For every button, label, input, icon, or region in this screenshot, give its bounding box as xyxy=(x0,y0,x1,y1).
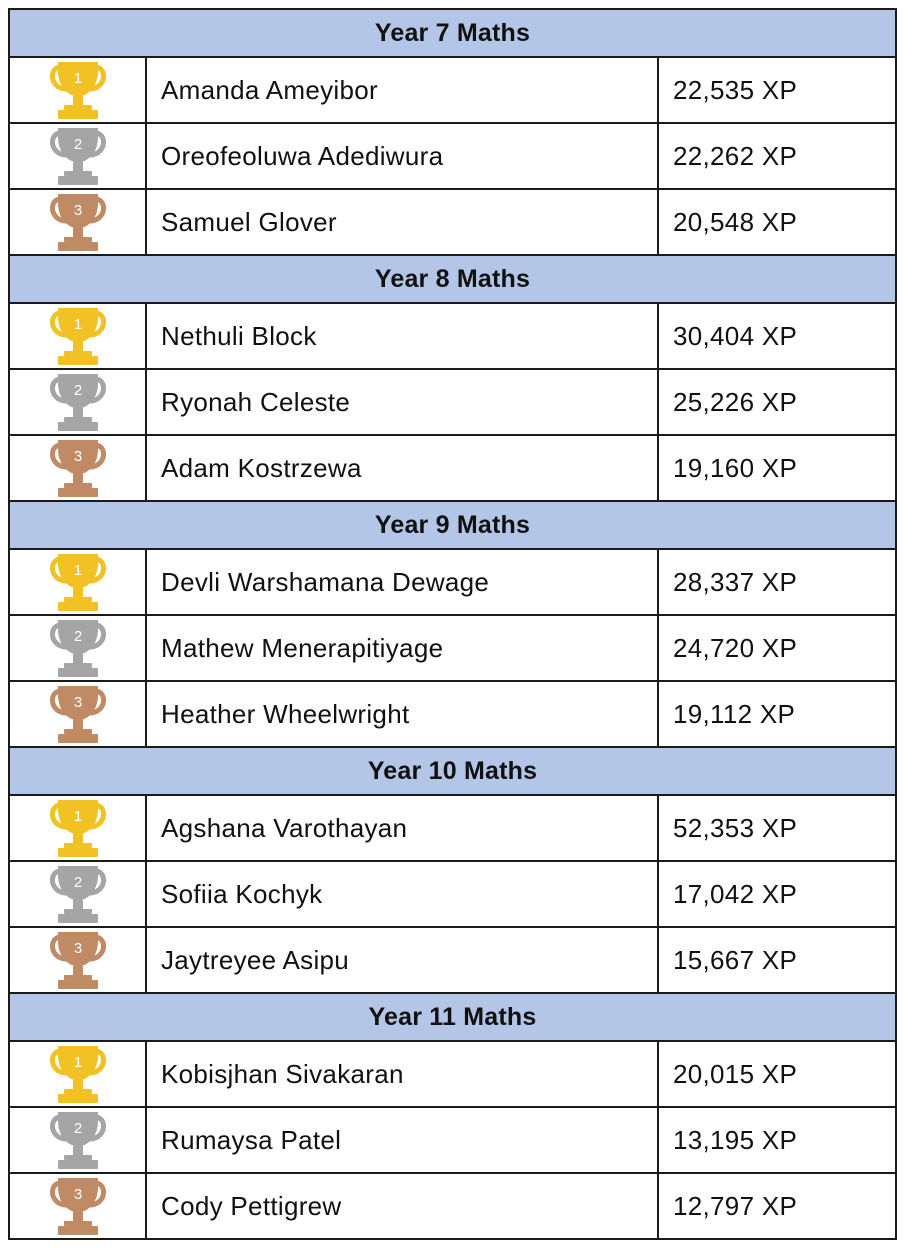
section-title: Year 7 Maths xyxy=(9,9,896,57)
trophy-rank-number: 2 xyxy=(73,628,82,645)
leaderboard-row xyxy=(9,189,896,255)
xp-score: 19,112 XP xyxy=(658,681,896,747)
silver-trophy-icon xyxy=(10,125,145,187)
student-name: Cody Pettigrew xyxy=(146,1173,658,1239)
student-name: Jaytreyee Asipu xyxy=(146,927,658,993)
section-header-row xyxy=(9,501,896,549)
gold-trophy-icon xyxy=(10,59,145,121)
trophy-rank-number: 1 xyxy=(73,1054,82,1071)
trophy-graphic xyxy=(48,305,108,367)
trophy-graphic xyxy=(48,1043,108,1105)
xp-score: 17,042 XP xyxy=(658,861,896,927)
silver-trophy-icon xyxy=(10,1109,145,1171)
xp-score: 13,195 XP xyxy=(658,1107,896,1173)
trophy-graphic xyxy=(48,371,108,433)
trophy-cell xyxy=(9,435,146,501)
section-header-row xyxy=(9,747,896,795)
trophy-graphic xyxy=(48,1109,108,1171)
section-title: Year 8 Maths xyxy=(9,255,896,303)
xp-score: 20,548 XP xyxy=(658,189,896,255)
trophy-cell xyxy=(9,189,146,255)
gold-trophy-icon xyxy=(10,797,145,859)
trophy-graphic xyxy=(48,191,108,253)
gold-trophy-icon xyxy=(10,551,145,613)
xp-score: 12,797 XP xyxy=(658,1173,896,1239)
xp-score: 24,720 XP xyxy=(658,615,896,681)
section-header-row xyxy=(9,255,896,303)
trophy-cell xyxy=(9,615,146,681)
trophy-cell xyxy=(9,1107,146,1173)
leaderboard-row xyxy=(9,303,896,369)
section-header-row xyxy=(9,9,896,57)
trophy-cell xyxy=(9,927,146,993)
xp-score: 28,337 XP xyxy=(658,549,896,615)
trophy-cell xyxy=(9,1173,146,1239)
leaderboard-row xyxy=(9,615,896,681)
xp-score: 30,404 XP xyxy=(658,303,896,369)
trophy-rank-number: 2 xyxy=(73,874,82,891)
section-title: Year 9 Maths xyxy=(9,501,896,549)
trophy-rank-number: 3 xyxy=(73,448,82,465)
trophy-rank-number: 2 xyxy=(73,1120,82,1137)
bronze-trophy-icon xyxy=(10,1175,145,1237)
xp-score: 15,667 XP xyxy=(658,927,896,993)
leaderboard-row xyxy=(9,123,896,189)
section-header-row xyxy=(9,993,896,1041)
student-name: Sofiia Kochyk xyxy=(146,861,658,927)
trophy-rank-number: 3 xyxy=(73,940,82,957)
student-name: Kobisjhan Sivakaran xyxy=(146,1041,658,1107)
leaderboard-row xyxy=(9,435,896,501)
xp-score: 22,535 XP xyxy=(658,57,896,123)
trophy-rank-number: 1 xyxy=(73,316,82,333)
trophy-cell xyxy=(9,303,146,369)
section-title: Year 10 Maths xyxy=(9,747,896,795)
trophy-rank-number: 3 xyxy=(73,1186,82,1203)
trophy-graphic xyxy=(48,125,108,187)
trophy-cell xyxy=(9,795,146,861)
student-name: Mathew Menerapitiyage xyxy=(146,615,658,681)
trophy-graphic xyxy=(48,617,108,679)
student-name: Devli Warshamana Dewage xyxy=(146,549,658,615)
bronze-trophy-icon xyxy=(10,437,145,499)
trophy-rank-number: 2 xyxy=(73,382,82,399)
leaderboard-table xyxy=(8,8,897,1240)
xp-score: 22,262 XP xyxy=(658,123,896,189)
student-name: Amanda Ameyibor xyxy=(146,57,658,123)
trophy-graphic xyxy=(48,437,108,499)
xp-score: 52,353 XP xyxy=(658,795,896,861)
trophy-rank-number: 1 xyxy=(73,562,82,579)
gold-trophy-icon xyxy=(10,305,145,367)
xp-score: 25,226 XP xyxy=(658,369,896,435)
trophy-graphic xyxy=(48,551,108,613)
trophy-rank-number: 3 xyxy=(73,202,82,219)
trophy-graphic xyxy=(48,1175,108,1237)
leaderboard-row xyxy=(9,795,896,861)
trophy-graphic xyxy=(48,863,108,925)
student-name: Agshana Varothayan xyxy=(146,795,658,861)
trophy-graphic xyxy=(48,797,108,859)
student-name: Heather Wheelwright xyxy=(146,681,658,747)
silver-trophy-icon xyxy=(10,617,145,679)
xp-score: 20,015 XP xyxy=(658,1041,896,1107)
student-name: Rumaysa Patel xyxy=(146,1107,658,1173)
leaderboard-row xyxy=(9,1041,896,1107)
leaderboard-row xyxy=(9,681,896,747)
trophy-graphic xyxy=(48,59,108,121)
trophy-cell xyxy=(9,861,146,927)
gold-trophy-icon xyxy=(10,1043,145,1105)
trophy-cell xyxy=(9,549,146,615)
leaderboard-row xyxy=(9,861,896,927)
silver-trophy-icon xyxy=(10,371,145,433)
xp-score: 19,160 XP xyxy=(658,435,896,501)
leaderboard-row xyxy=(9,549,896,615)
trophy-cell xyxy=(9,123,146,189)
leaderboard-row xyxy=(9,927,896,993)
trophy-graphic xyxy=(48,929,108,991)
trophy-cell xyxy=(9,1041,146,1107)
trophy-cell xyxy=(9,57,146,123)
leaderboard-body xyxy=(9,9,896,1239)
trophy-rank-number: 1 xyxy=(73,70,82,87)
student-name: Oreofeoluwa Adediwura xyxy=(146,123,658,189)
student-name: Nethuli Block xyxy=(146,303,658,369)
bronze-trophy-icon xyxy=(10,929,145,991)
bronze-trophy-icon xyxy=(10,191,145,253)
trophy-rank-number: 1 xyxy=(73,808,82,825)
bronze-trophy-icon xyxy=(10,683,145,745)
trophy-cell xyxy=(9,369,146,435)
student-name: Samuel Glover xyxy=(146,189,658,255)
leaderboard-row xyxy=(9,1107,896,1173)
student-name: Adam Kostrzewa xyxy=(146,435,658,501)
trophy-rank-number: 3 xyxy=(73,694,82,711)
leaderboard-row xyxy=(9,1173,896,1239)
trophy-graphic xyxy=(48,683,108,745)
student-name: Ryonah Celeste xyxy=(146,369,658,435)
leaderboard-row xyxy=(9,57,896,123)
trophy-cell xyxy=(9,681,146,747)
trophy-rank-number: 2 xyxy=(73,136,82,153)
section-title: Year 11 Maths xyxy=(9,993,896,1041)
leaderboard-row xyxy=(9,369,896,435)
silver-trophy-icon xyxy=(10,863,145,925)
